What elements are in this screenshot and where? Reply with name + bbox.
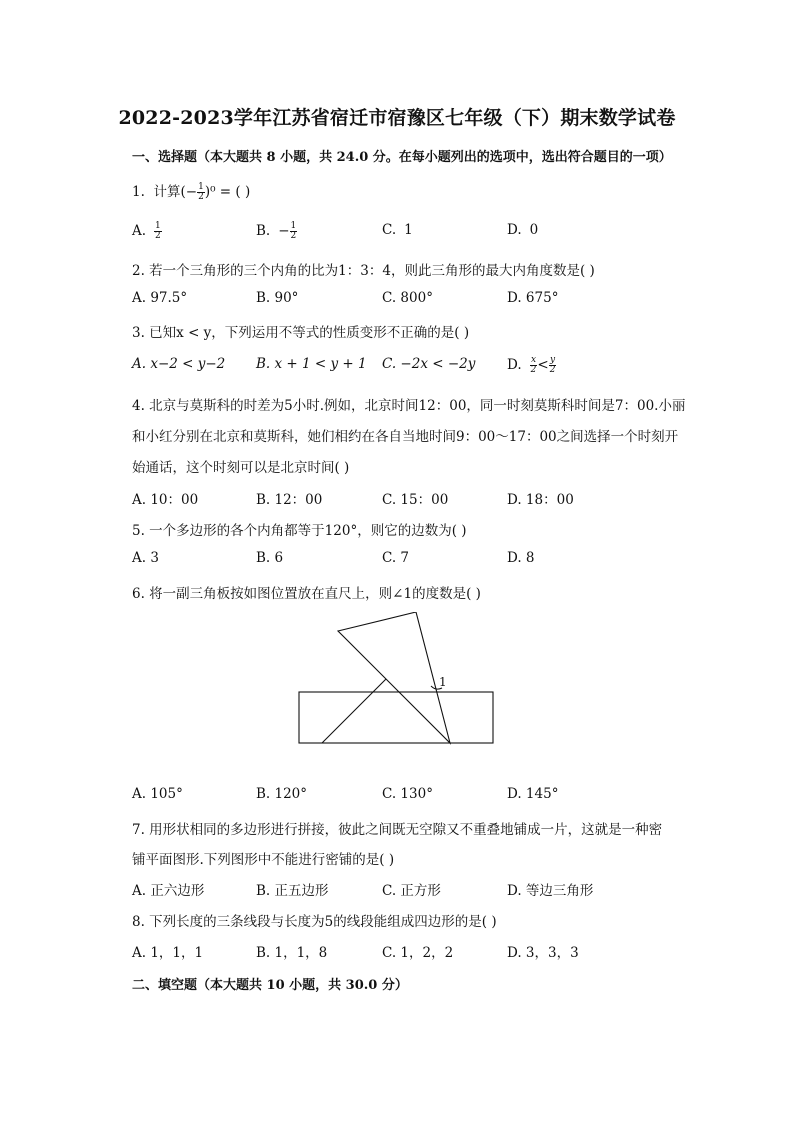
section-fill-heading: 二、填空题（本大题共 10 小题，共 30.0 分）	[132, 978, 408, 993]
q7-option-b: B. 正五边形	[256, 883, 329, 899]
q8-option-b: B. 1，1，8	[256, 945, 328, 961]
q4-option-d: D. 18：00	[507, 492, 574, 508]
q6-option-b: B. 120°	[256, 786, 308, 802]
q2-option-d: D. 675°	[507, 290, 559, 306]
q8-option-d: D. 3，3，3	[507, 945, 579, 961]
q6-option-c: C. 130°	[382, 786, 433, 802]
q1-text-pre: 计算(−	[153, 184, 198, 200]
question-2: 2. 若一个三角形的三个内角的比为1：3：4，则此三角形的最大内角度数是( )	[132, 263, 595, 279]
q8-options	[132, 941, 692, 961]
page-title: 2022-2023学年江苏省宿迁市宿豫区七年级（下）期末数学试卷	[118, 107, 676, 129]
q4-option-a: A. 10：00	[132, 492, 199, 508]
q4-option-b: B. 12：00	[256, 492, 323, 508]
q2-option-c: C. 800°	[382, 290, 433, 306]
q1-option-c: C. 1	[382, 222, 413, 238]
q7-options	[132, 879, 692, 899]
question-4-line2: 和小红分别在北京和莫斯科，她们相约在各自当地时间9：00～17：00之间选择一个时刻开	[132, 429, 679, 445]
q3-option-d: D. $\frac{x}{2}$ < $\frac{y}{2}$	[507, 355, 556, 375]
q3-option-a: A. x−2 < y−2	[132, 356, 226, 372]
angle-1-label: 1	[439, 675, 447, 689]
q5-option-a: A. 3	[132, 550, 159, 566]
q1-option-d: D. 0	[507, 222, 539, 238]
question-1	[132, 180, 250, 202]
section-choice-heading: 一、选择题（本大题共 8 小题，共 24.0 分。在每小题列出的选项中，选出符合题目的一项）	[132, 150, 672, 165]
q3-option-b: B. x + 1 < y + 1	[256, 356, 367, 372]
q4-options	[132, 488, 692, 508]
q3-options	[132, 356, 692, 376]
q8-option-c: C. 1，2，2	[382, 945, 454, 961]
question-7-line1: 7. 用形状相同的多边形进行拼接，彼此之间既无空隙又不重叠地铺成一片，这就是一种密	[132, 822, 663, 838]
q8-option-a: A. 1，1，1	[132, 945, 204, 961]
q2-options	[132, 290, 692, 310]
question-4-line3: 始通话，这个时刻可以是北京时间( )	[132, 460, 350, 476]
question-8: 8. 下列长度的三条线段与长度为5的线段能组成四边形的是( )	[132, 914, 497, 930]
question-7-line2: 铺平面图形.下列图形中不能进行密铺的是( )	[132, 852, 395, 868]
question-6: 6. 将一副三角板按如图位置放在直尺上，则∠1的度数是( )	[132, 586, 481, 602]
q4-option-c: C. 15：00	[382, 492, 449, 508]
q7-option-a: A. 正六边形	[132, 883, 205, 899]
q6-option-a: A. 105°	[132, 786, 183, 802]
triangle-45-hypotenuse	[322, 679, 386, 743]
q2-option-b: B. 90°	[256, 290, 299, 306]
q5-option-b: B. 6	[256, 550, 284, 566]
q6-figure-ruler-triangles	[296, 612, 498, 748]
q6-options	[132, 786, 692, 806]
q1-option-a: A. $\frac{1}{2}$	[132, 221, 161, 241]
q1-text-post: )⁰ = ( )	[204, 184, 251, 200]
triangle-30-60	[338, 612, 450, 743]
question-5: 5. 一个多边形的各个内角都等于120°，则它的边数为( )	[132, 523, 467, 539]
q1-fraction: $\frac{1}{2}$	[198, 182, 204, 202]
question-4-line1: 4. 北京与莫斯科的时差为5小时.例如，北京时间12：00，同一时刻莫斯科时间是7：00.小丽	[132, 398, 686, 414]
q5-options	[132, 550, 692, 570]
q5-option-c: C. 7	[382, 550, 410, 566]
q2-option-a: A. 97.5°	[132, 290, 188, 306]
q6-option-d: D. 145°	[507, 786, 559, 802]
q7-option-d: D. 等边三角形	[507, 883, 594, 899]
q1-options	[132, 222, 692, 242]
q1-option-b: B. − $\frac{1}{2}$	[256, 221, 297, 241]
q3-option-c: C. −2x < −2y	[382, 356, 476, 372]
question-3: 3. 已知x < y，下列运用不等式的性质变形不正确的是( )	[132, 325, 470, 341]
q5-option-d: D. 8	[507, 550, 535, 566]
q7-option-c: C. 正方形	[382, 883, 441, 899]
q1-number: 1.	[132, 184, 145, 200]
ruler	[299, 692, 493, 743]
